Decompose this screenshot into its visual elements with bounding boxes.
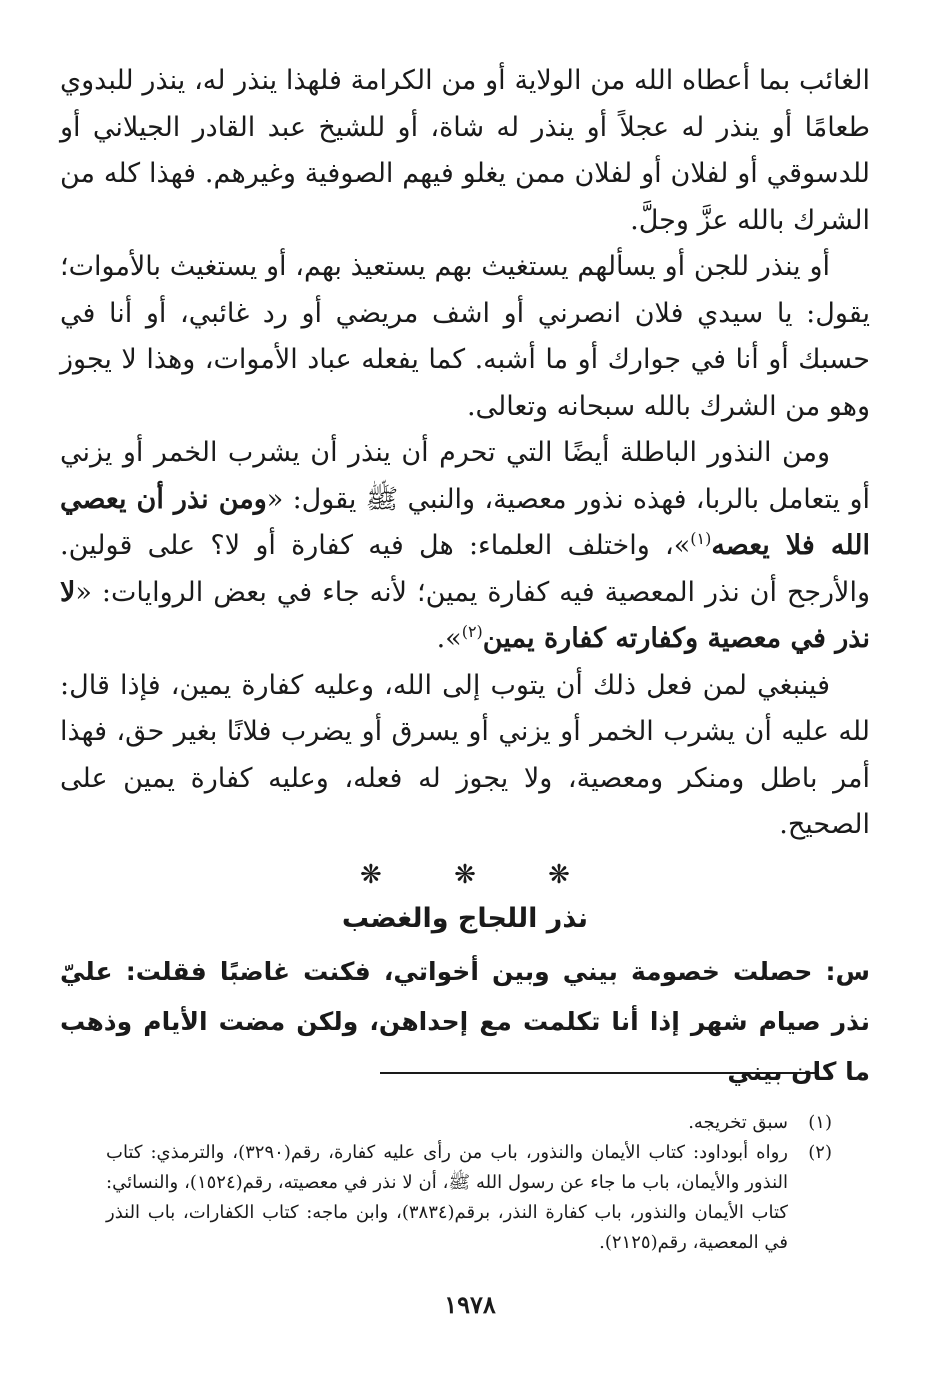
- footnote-divider: [380, 1072, 816, 1074]
- footnote-ref-2[interactable]: (٢): [461, 622, 483, 641]
- asterism-icon: ❋: [360, 859, 382, 890]
- paragraph-1: الغائب بما أعطاه الله من الولاية أو من الكرامة فلهذا ينذر له، ينذر للبدوي طعامًا أو ينذر له عجلاً أو ينذر له شاة، أو للشيخ عبد القادر الجيلاني أو للدسوقي أو لفلان أو لفلان ممن يغلو فيهم الصوفية وغيرهم. فهذا كله من الشرك بالله عزَّ وجلَّ.: [60, 65, 870, 236]
- hadith-quote-1: ومن نذر أن يعصي الله فلا يعصه: [60, 483, 870, 561]
- paragraph-2: أو ينذر للجن أو يسألهم يستغيث بهم يستعيذ بهم، أو يستغيث بالأموات؛ يقول: يا سيدي فلان انصرني أو اشف مريضي أو رد غائبي، أو أنا في حسبك أو أنا في جوارك أو ما أشبه. كما يفعله عباد الأموات، وهذا لا يجوز وهو من الشرك بالله سبحانه وتعالى.: [60, 251, 870, 422]
- footnote-item: [106, 1108, 832, 1138]
- paragraph-3-text-c: ».: [436, 623, 462, 654]
- footnote-text: رواه أبوداود: كتاب الأيمان والنذور، باب من رأى عليه كفارة، رقم(٣٢٩٠)، والترمذي: كتاب النذور والأيمان، باب ما جاء عن رسول الله ﷺ، أن لا نذر في معصيته، رقم(١٥٢٤)، والنسائي: كتاب الأيمان والنذور، باب كفارة النذر، برقم(٣٨٣٤)، وابن ماجه: كتاب الكفارات، باب النذر في المعصية، رقم(٢١٢٥).: [106, 1142, 788, 1253]
- footnote-item: [106, 1138, 832, 1258]
- page-body: [60, 58, 870, 1097]
- asterism-icon: ❋: [548, 859, 570, 890]
- asterism-icon: ❋: [454, 859, 476, 890]
- footnote-number: (١): [808, 1112, 832, 1133]
- question-paragraph: س: حصلت خصومة بيني وبين أخواتي، فكنت غاضبًا فقلت: عليّ نذر صيام شهر إذا أنا تكلمت مع إحداهن، ولكن مضت الأيام وذهب ما كان بيني: [60, 956, 870, 1086]
- footnote-ref-1[interactable]: (١): [690, 529, 712, 548]
- hadith-quote-2: لا نذر في معصية وكفارته كفارة يمين: [60, 576, 870, 654]
- page-number: ١٩٧٨: [444, 1290, 496, 1319]
- footnote-text: سبق تخريجه.: [688, 1112, 788, 1133]
- paragraph-3-text-a: ومن النذور الباطلة أيضًا التي تحرم أن ينذر أن يشرب الخمر أو يزني أو يتعامل بالربا، فهذه نذور معصية، والنبي ﷺ يقول: «: [60, 437, 870, 515]
- footnotes: [106, 1108, 832, 1258]
- paragraph-4: فينبغي لمن فعل ذلك أن يتوب إلى الله، وعليه كفارة يمين، فإذا قال: لله عليه أن يشرب الخمر أو يزني أو يسرق أو يضرب فلانًا بغير حق، فهذا أمر باطل ومنكر ومعصية، ولا يجوز له فعله، وعليه كفارة يمين على الصحيح.: [60, 669, 870, 840]
- paragraph-3: [60, 430, 870, 663]
- section-separator: [60, 853, 870, 897]
- paragraph-3-text-b: »، واختلف العلماء: هل فيه كفارة أو لا؟ على قولين. والأرجح أن نذر المعصية فيه كفارة يمين؛ لأنه جاء في بعض الروايات: «: [60, 530, 870, 608]
- section-heading: نذر اللجاج والغضب: [341, 902, 589, 934]
- footnote-number: (٢): [808, 1142, 832, 1163]
